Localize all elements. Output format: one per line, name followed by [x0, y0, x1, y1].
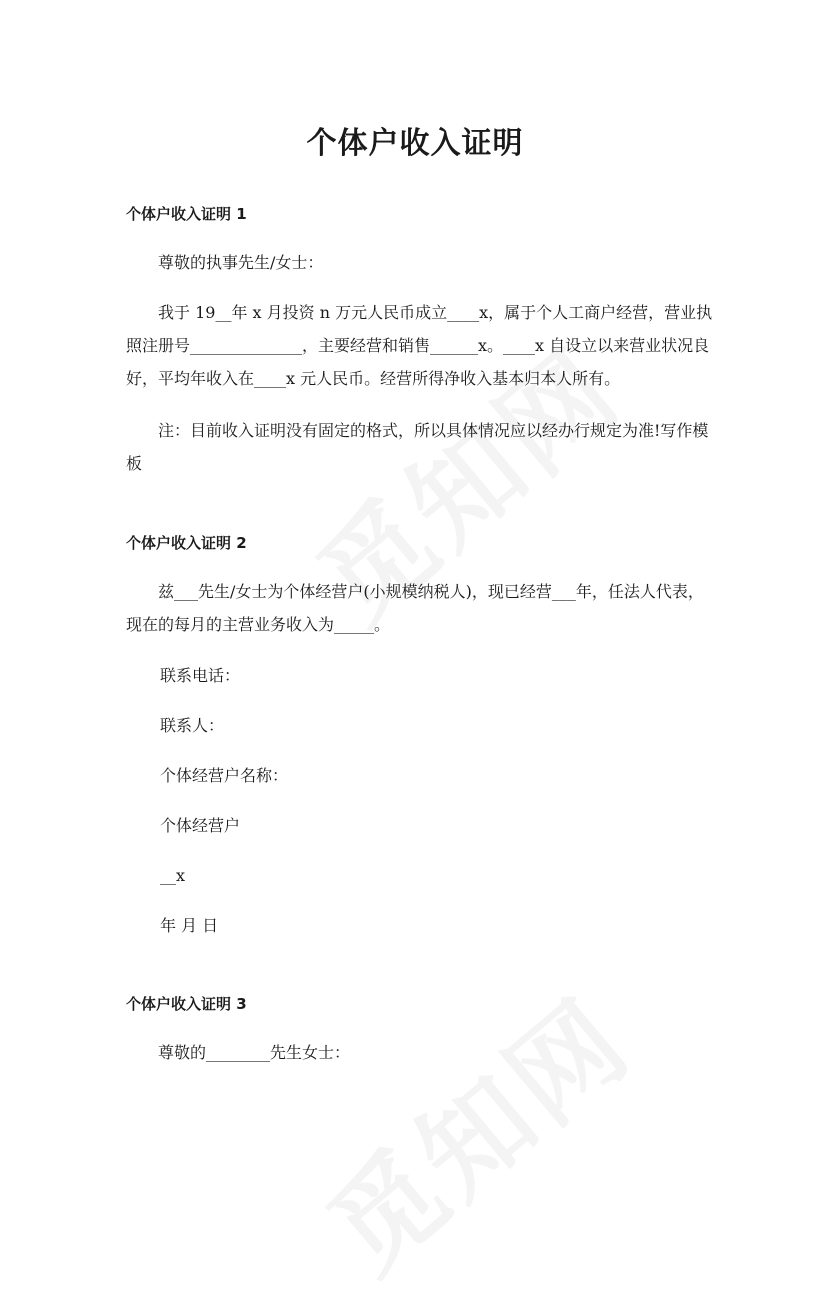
section-1-note: 注：目前收入证明没有固定的格式，所以具体情况应以经办行规定为准!写作模板 — [126, 421, 709, 473]
signature-blank: __x — [160, 866, 186, 885]
section-heading-2: 个体户收入证明 2 — [126, 534, 247, 552]
business-owner-label: 个体经营户 — [160, 816, 241, 835]
watermark — [290, 957, 658, 1301]
page-title: 个体户收入证明 — [306, 126, 524, 161]
business-name-label: 个体经营户名称： — [160, 766, 289, 785]
section-heading-3: 个体户收入证明 3 — [126, 995, 247, 1013]
section-3-greeting: 尊敬的________先生女士： — [158, 1043, 351, 1062]
contact-phone-label: 联系电话： — [160, 666, 241, 685]
section-1-greeting: 尊敬的执事先生/女士： — [158, 253, 324, 272]
section-2-body: 兹___先生/女士为个体经营户(小规模纳税人)，现已经营___年，任法人代表，现在的每月的主营业务收入为_____。 — [126, 582, 704, 634]
contact-person-label: 联系人： — [160, 716, 225, 735]
date-line: 年 月 日 — [160, 916, 219, 935]
section-heading-1: 个体户收入证明 1 — [126, 205, 247, 223]
section-1-body: 我于 19__年 x 月投资 n 万元人民币成立____x，属于个人工商户经营，营业执照注册号______________，主要经营和销售______x。____x 自设立以来营业状况良好，平均年收入在____x 元人民币。经营所得净收入基本归本人所有。 — [126, 303, 713, 388]
